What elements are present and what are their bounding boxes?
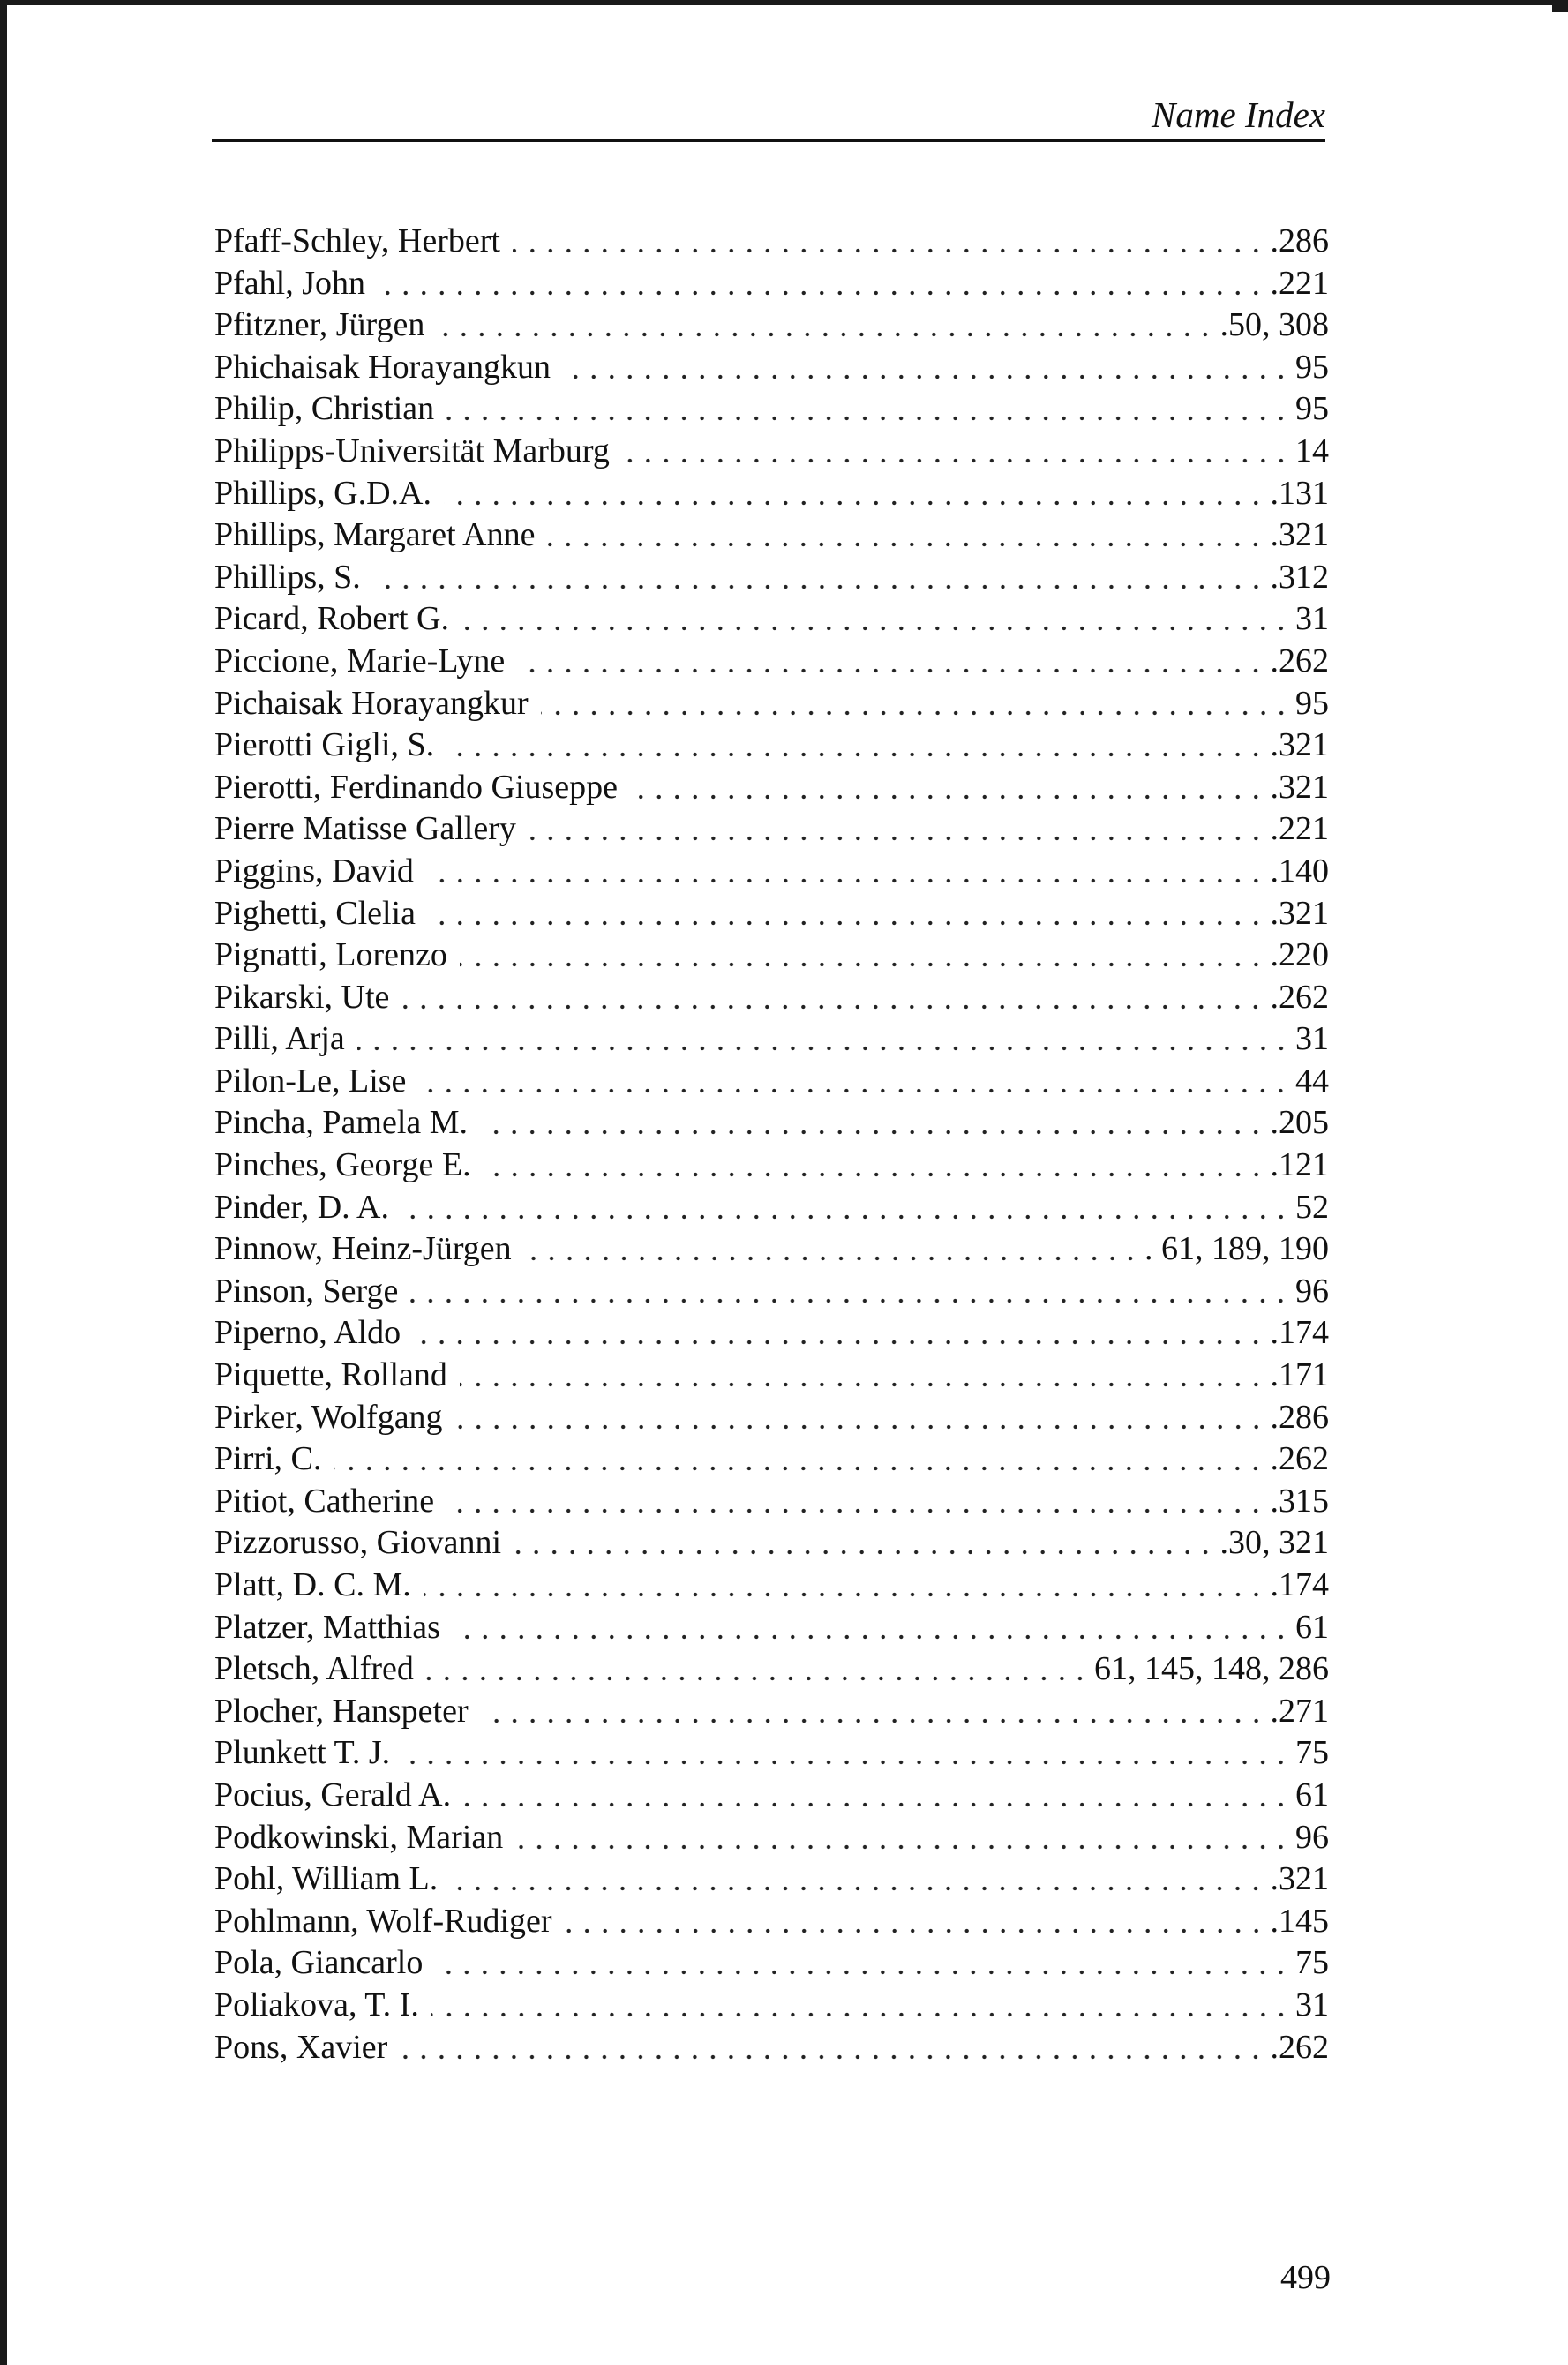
entry-name: Pizzorusso, Giovanni: [214, 1524, 502, 1562]
index-entry: [214, 347, 1329, 389]
index-entry: [214, 263, 1329, 305]
entry-page-numbers: 75: [1295, 1944, 1329, 1982]
running-head: Name Index: [1152, 94, 1325, 135]
index-entry: [214, 851, 1329, 893]
entry-name: Pohl, William L.: [214, 1860, 439, 1898]
dot-leader: [428, 893, 1265, 935]
dot-leader: [484, 1145, 1265, 1187]
entry-page-numbers: .174: [1270, 1314, 1329, 1352]
dot-leader: [373, 557, 1265, 599]
entry-page-numbers: .131: [1270, 474, 1329, 512]
entry-name: Pohlmann, Wolf-Rudiger: [214, 1902, 552, 1940]
index-entry: [214, 514, 1329, 557]
entry-page-numbers: .50, 308: [1219, 306, 1329, 344]
entry-page-numbers: .30, 321: [1219, 1524, 1329, 1562]
entry-page-numbers: .321: [1270, 894, 1329, 932]
entry-name: Piggins, David: [214, 852, 414, 890]
entry-page-numbers: 95: [1295, 348, 1329, 386]
entry-page-numbers: .220: [1270, 936, 1329, 974]
dot-leader: [431, 1985, 1290, 2027]
dot-leader: [463, 1775, 1290, 1817]
entry-name: Phillips, S.: [214, 558, 361, 596]
entry-page-numbers: 14: [1295, 432, 1329, 469]
entry-name: Plocher, Hanspeter: [214, 1692, 469, 1730]
index-entry: [214, 977, 1329, 1019]
entry-name: Phillips, G.D.A.: [214, 474, 431, 512]
entry-name: Pinson, Serge: [214, 1272, 399, 1310]
entry-name: Philipps-Universität Marburg: [214, 432, 610, 469]
entry-name: Pinches, George E.: [214, 1146, 471, 1184]
scan-left-edge: [0, 0, 7, 2365]
index-entry: [214, 1102, 1329, 1145]
entry-name: Pinder, D. A.: [214, 1188, 389, 1226]
dot-leader: [378, 263, 1265, 305]
entry-page-numbers: .315: [1270, 1482, 1329, 1520]
entry-name: Piquette, Rolland: [214, 1356, 447, 1394]
dot-leader: [461, 598, 1290, 641]
dot-leader: [517, 641, 1264, 683]
entry-page-numbers: .321: [1270, 1860, 1329, 1898]
index-entry: [214, 1775, 1329, 1817]
entry-page-numbers: 52: [1295, 1188, 1329, 1226]
dot-leader: [357, 1018, 1290, 1061]
dot-leader: [418, 1061, 1290, 1103]
index-entry: [214, 431, 1329, 473]
index-entry: [214, 1565, 1329, 1607]
dot-leader: [426, 1648, 1089, 1691]
entry-page-numbers: .271: [1270, 1692, 1329, 1730]
entry-page-numbers: .262: [1270, 2028, 1329, 2066]
entry-name: Pfaff-Schley, Herbert: [214, 222, 500, 259]
index-entry: [214, 1817, 1329, 1859]
entry-name: Platt, D. C. M.: [214, 1566, 411, 1603]
index-entry: [214, 1312, 1329, 1355]
index-entry: [214, 1648, 1329, 1691]
entry-page-numbers: .262: [1270, 1440, 1329, 1478]
entry-page-numbers: .171: [1270, 1356, 1329, 1394]
dot-leader: [426, 851, 1265, 893]
entry-page-numbers: . 61, 189, 190: [1144, 1230, 1329, 1268]
dot-leader: [529, 808, 1265, 851]
entry-name: Pocius, Gerald A.: [214, 1776, 452, 1813]
entry-name: Piperno, Aldo: [214, 1314, 401, 1352]
dot-leader: [513, 221, 1265, 263]
entry-name: Pons, Xavier: [214, 2028, 388, 2066]
dot-leader: [334, 1438, 1264, 1481]
dot-leader: [410, 1271, 1290, 1313]
entry-name: Pitiot, Catherine: [214, 1482, 435, 1520]
dot-leader: [453, 1607, 1290, 1649]
dot-leader: [563, 347, 1290, 389]
entry-name: Pierotti Gigli, S.: [214, 726, 435, 764]
entry-page-numbers: .286: [1270, 222, 1329, 259]
dot-leader: [481, 1691, 1265, 1733]
dot-leader: [630, 767, 1265, 809]
index-entry: [214, 2027, 1329, 2069]
dot-leader: [515, 1817, 1290, 1859]
entry-page-numbers: 31: [1295, 1020, 1329, 1058]
index-entry: [214, 683, 1329, 725]
index-entry: [214, 1607, 1329, 1649]
name-index-list: [214, 221, 1329, 2068]
entry-name: Pfahl, John: [214, 264, 365, 302]
entry-name: Pignatti, Lorenzo: [214, 936, 447, 974]
entry-page-numbers: 44: [1295, 1062, 1329, 1100]
dot-leader: [400, 2027, 1264, 2069]
dot-leader: [455, 1397, 1265, 1439]
index-entry: [214, 1985, 1329, 2027]
entry-page-numbers: 31: [1295, 600, 1329, 638]
entry-name: Pilon-Le, Lise: [214, 1062, 407, 1100]
entry-name: Pikarski, Ute: [214, 978, 390, 1016]
dot-leader: [446, 725, 1264, 767]
entry-page-numbers: .221: [1270, 264, 1329, 302]
entry-name: Pola, Giancarlo: [214, 1944, 424, 1982]
dot-leader: [424, 1565, 1265, 1607]
entry-page-numbers: .321: [1270, 516, 1329, 554]
index-entry: [214, 1145, 1329, 1187]
index-entry: [214, 1271, 1329, 1313]
index-entry: [214, 935, 1329, 977]
dot-leader: [514, 1522, 1214, 1565]
entry-name: Pierotti, Ferdinando Giuseppe: [214, 768, 618, 806]
dot-leader: [450, 1858, 1264, 1901]
page-number: 499: [1280, 2259, 1331, 2296]
entry-name: Phillips, Margaret Anne: [214, 516, 536, 554]
index-entry: [214, 598, 1329, 641]
entry-name: Pirker, Wolfgang: [214, 1398, 443, 1436]
dot-leader: [446, 1481, 1264, 1523]
entry-name: Poliakova, T. I.: [214, 1986, 419, 2023]
entry-name: Pilli, Arja: [214, 1020, 345, 1058]
entry-name: Podkowinski, Marian: [214, 1818, 504, 1856]
dot-leader: [401, 1187, 1290, 1229]
entry-page-numbers: .205: [1270, 1104, 1329, 1142]
entry-name: Picard, Robert G.: [214, 600, 449, 638]
index-entry: [214, 557, 1329, 599]
index-entry: [214, 808, 1329, 851]
index-entry: [214, 725, 1329, 767]
entry-page-numbers: .121: [1270, 1146, 1329, 1184]
entry-page-numbers: 95: [1295, 390, 1329, 428]
index-entry: [214, 1187, 1329, 1229]
dot-leader: [446, 388, 1290, 431]
entry-name: Pierre Matisse Gallery: [214, 810, 516, 848]
index-entry: [214, 1061, 1329, 1103]
entry-page-numbers: 96: [1295, 1272, 1329, 1310]
entry-name: Pichaisak Horayangkur: [214, 684, 529, 722]
index-entry: [214, 1858, 1329, 1901]
index-entry: [214, 1018, 1329, 1061]
entry-name: Philip, Christian: [214, 390, 435, 428]
entry-page-numbers: 61, 145, 148, 286: [1094, 1650, 1329, 1688]
entry-page-numbers: .321: [1270, 726, 1329, 764]
index-entry: [214, 1397, 1329, 1439]
header-rule: [212, 139, 1325, 142]
index-entry: [214, 1228, 1329, 1271]
entry-page-numbers: .286: [1270, 1398, 1329, 1436]
dot-leader: [480, 1102, 1264, 1145]
dot-leader: [565, 1901, 1265, 1943]
index-entry: [214, 1901, 1329, 1943]
entry-name: Plunkett T. J.: [214, 1734, 391, 1772]
entry-page-numbers: .312: [1270, 558, 1329, 596]
entry-name: Pletsch, Alfred: [214, 1650, 414, 1688]
index-entry: [214, 473, 1329, 515]
entry-name: Pighetti, Clelia: [214, 894, 416, 932]
dot-leader: [413, 1312, 1264, 1355]
dot-leader: [622, 431, 1290, 473]
index-entry: [214, 1942, 1329, 1985]
entry-name: Pinnow, Heinz-Jürgen: [214, 1230, 512, 1268]
entry-name: Pincha, Pamela M.: [214, 1104, 469, 1142]
entry-page-numbers: .262: [1270, 978, 1329, 1016]
entry-page-numbers: 61: [1295, 1608, 1329, 1646]
entry-name: Pirri, C.: [214, 1440, 322, 1478]
dot-leader: [401, 977, 1264, 1019]
entry-page-numbers: 95: [1295, 684, 1329, 722]
index-entry: [214, 1438, 1329, 1481]
entry-page-numbers: .174: [1270, 1566, 1329, 1603]
index-entry: [214, 388, 1329, 431]
entry-page-numbers: .262: [1270, 642, 1329, 679]
dot-leader: [460, 935, 1265, 977]
dot-leader: [402, 1732, 1290, 1775]
dot-leader: [547, 514, 1264, 557]
index-entry: [214, 1355, 1329, 1397]
entry-name: Piccione, Marie-Lyne: [214, 642, 506, 679]
index-entry: [214, 893, 1329, 935]
scan-top-edge: [0, 0, 1568, 5]
entry-page-numbers: 96: [1295, 1818, 1329, 1856]
dot-leader: [460, 1355, 1265, 1397]
index-entry: [214, 221, 1329, 263]
dot-leader: [437, 304, 1214, 347]
entry-page-numbers: 31: [1295, 1986, 1329, 2023]
entry-name: Phichaisak Horayangkun: [214, 348, 551, 386]
index-entry: [214, 1481, 1329, 1523]
entry-name: Platzer, Matthias: [214, 1608, 440, 1646]
entry-page-numbers: .321: [1270, 768, 1329, 806]
entry-page-numbers: 75: [1295, 1734, 1329, 1772]
index-entry: [214, 1691, 1329, 1733]
dot-leader: [444, 473, 1265, 515]
scan-corner-mark: [1552, 0, 1568, 12]
entry-name: Pfitzner, Jürgen: [214, 306, 425, 344]
index-entry: [214, 641, 1329, 683]
index-entry: [214, 767, 1329, 809]
index-entry: [214, 304, 1329, 347]
entry-page-numbers: 61: [1295, 1776, 1329, 1813]
entry-page-numbers: .140: [1270, 852, 1329, 890]
entry-page-numbers: .221: [1270, 810, 1329, 848]
dot-leader: [541, 683, 1290, 725]
dot-leader: [524, 1228, 1139, 1271]
index-entry: [214, 1522, 1329, 1565]
index-entry: [214, 1732, 1329, 1775]
entry-page-numbers: .145: [1270, 1902, 1329, 1940]
dot-leader: [435, 1942, 1290, 1985]
